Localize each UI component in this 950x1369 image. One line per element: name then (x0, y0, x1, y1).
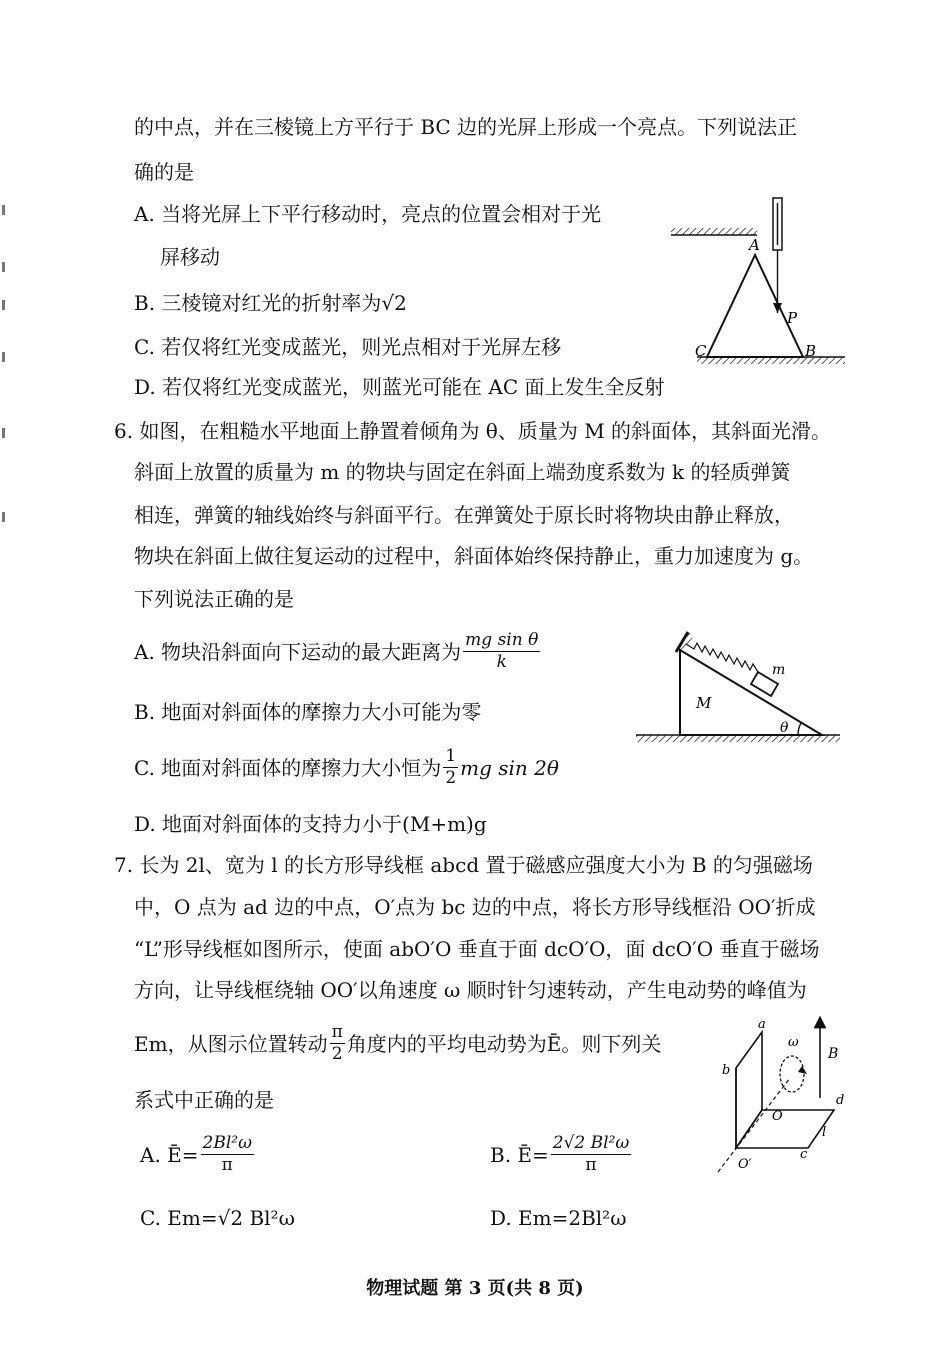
q7-option-b (490, 1135, 633, 1174)
label-a: A (749, 236, 760, 254)
q5-option-d: D. 若仅将红光变成蓝光，则蓝光可能在 AC 面上发生全反射 (134, 375, 665, 399)
q7-stem-line5-num: π (331, 1022, 343, 1042)
q7-stem-line5-b: 角度内的平均电动势为Ē。则下列关 (346, 1031, 662, 1056)
q7-option-c: C. Em=√2 Bl²ω (140, 1206, 295, 1230)
q5-prism-figure (665, 195, 855, 370)
q6-option-c (134, 748, 559, 787)
ground (697, 357, 845, 364)
q5-stem-line2: 确的是 (134, 160, 194, 184)
q7-option-a-fraction (201, 1135, 254, 1174)
q7-stem-line5-fraction (330, 1024, 345, 1063)
q6-option-a-text: A. 物块沿斜面向下运动的最大距离为 (134, 639, 462, 664)
q7-frame-figure (712, 1012, 862, 1177)
label-o-prime: O′ (738, 1157, 752, 1172)
wedge (680, 650, 822, 735)
q6-option-a-fraction (463, 632, 540, 671)
binding-mark (2, 428, 5, 438)
q7-stem-line5 (134, 1024, 661, 1063)
ground (636, 735, 840, 742)
q6-stem-line5: 下列说法正确的是 (134, 587, 294, 611)
page-footer: 物理试题 第 3 页(共 8 页) (366, 1278, 584, 1299)
q6-option-d: D. 地面对斜面体的支持力小于(M+m)g (134, 812, 487, 836)
label-small-m: m (772, 662, 786, 678)
label-c: c (800, 1147, 808, 1162)
label-d: d (836, 1093, 845, 1108)
q7-stem-line5-a: Em，从图示位置转动 (134, 1031, 328, 1056)
q6-stem-line3: 相连，弹簧的轴线始终与斜面平行。在弹簧处于原长时将物块由静止释放， (134, 503, 794, 527)
q6-option-a-den: k (496, 652, 507, 672)
q7-option-a (140, 1135, 256, 1174)
q6-option-c-text: C. 地面对斜面体的摩擦力大小恒为 (134, 755, 442, 780)
binding-mark (2, 512, 5, 522)
q5-stem-line1: 的中点，并在三棱镜上方平行于 BC 边的光屏上形成一个亮点。下列说法正 (134, 115, 798, 139)
q7-option-d: D. Em=2Bl²ω (490, 1206, 627, 1230)
q7-stem-line5-den: 2 (331, 1044, 343, 1064)
label-big-m: M (696, 694, 712, 712)
binding-mark (2, 205, 5, 215)
q5-option-b: B. 三棱镜对红光的折射率为√2 (134, 291, 407, 315)
q6-option-c-tail: mg sin 2θ (460, 755, 559, 780)
spring (686, 643, 765, 676)
q6-option-a (134, 632, 542, 671)
label-b: B (805, 342, 817, 360)
label-o: O (772, 1109, 783, 1124)
q6-option-c-den: 2 (445, 768, 457, 788)
label-l: l (822, 1125, 827, 1140)
light-screen (671, 228, 757, 235)
rotation-axis (718, 1078, 790, 1172)
q7-option-b-fraction (551, 1135, 631, 1174)
label-field: B (828, 1046, 839, 1062)
q7-stem-line2: 中，O 点为 ad 边的中点，O′点为 bc 边的中点，将长方形导线框沿 OO′折成 (134, 895, 816, 919)
q7-option-a-den: π (221, 1155, 233, 1175)
q5-option-a-line1: A. 当将光屏上下平行移动时，亮点的位置会相对于光 (134, 202, 602, 226)
label-p: P (787, 309, 798, 327)
binding-mark (2, 300, 5, 310)
label-b: b (722, 1063, 731, 1078)
q6-stem-line4: 物块在斜面上做往复运动的过程中，斜面体始终保持静止，重力加速度为 g。 (134, 544, 814, 568)
q6-stem-line1: 6. 如图，在粗糙水平地面上静置着倾角为 θ、质量为 M 的斜面体，其斜面光滑。 (114, 419, 832, 443)
label-c: C (695, 342, 707, 360)
label-a: a (758, 1017, 766, 1032)
q7-stem-line3: “L”形导线框如图所示，使面 abO′O 垂直于面 dcO′O，面 dcO′O 垂直于磁场 (134, 937, 820, 961)
q7-stem-line4: 方向，让导线框绕轴 OO′以角速度 ω 顺时针匀速转动，产生电动势的峰值为 (134, 978, 807, 1002)
label-theta: θ (780, 720, 789, 736)
q7-option-a-text: A. Ē= (140, 1142, 199, 1167)
binding-mark (2, 262, 5, 272)
q6-option-b: B. 地面对斜面体的摩擦力大小可能为零 (134, 700, 482, 724)
binding-mark (2, 352, 5, 362)
q6-option-c-num: 1 (445, 746, 457, 766)
horizontal-face (736, 1110, 834, 1148)
q7-option-b-num: 2√2 Bl²ω (552, 1133, 630, 1153)
q7-stem-line6: 系式中正确的是 (134, 1088, 274, 1112)
q6-option-a-num: mg sin θ (465, 630, 539, 650)
label-omega: ω (788, 1035, 799, 1050)
q7-option-b-den: π (585, 1155, 597, 1175)
q7-stem-line1: 7. 长为 2l、宽为 l 的长方形导线框 abcd 置于磁感应强度大小为 B 的匀强磁场 (114, 853, 813, 877)
q7-option-a-num: 2Bl²ω (202, 1133, 252, 1153)
q5-option-c: C. 若仅将红光变成蓝光，则光点相对于光屏左移 (134, 335, 562, 359)
q6-option-c-fraction (443, 748, 458, 787)
q6-stem-line2: 斜面上放置的质量为 m 的物块与固定在斜面上端劲度系数为 k 的轻质弹簧 (134, 460, 791, 484)
q6-incline-figure (630, 622, 845, 747)
q7-option-b-text: B. Ē= (490, 1142, 549, 1167)
q5-option-a-line2: 屏移动 (160, 245, 220, 269)
prism (707, 255, 803, 357)
